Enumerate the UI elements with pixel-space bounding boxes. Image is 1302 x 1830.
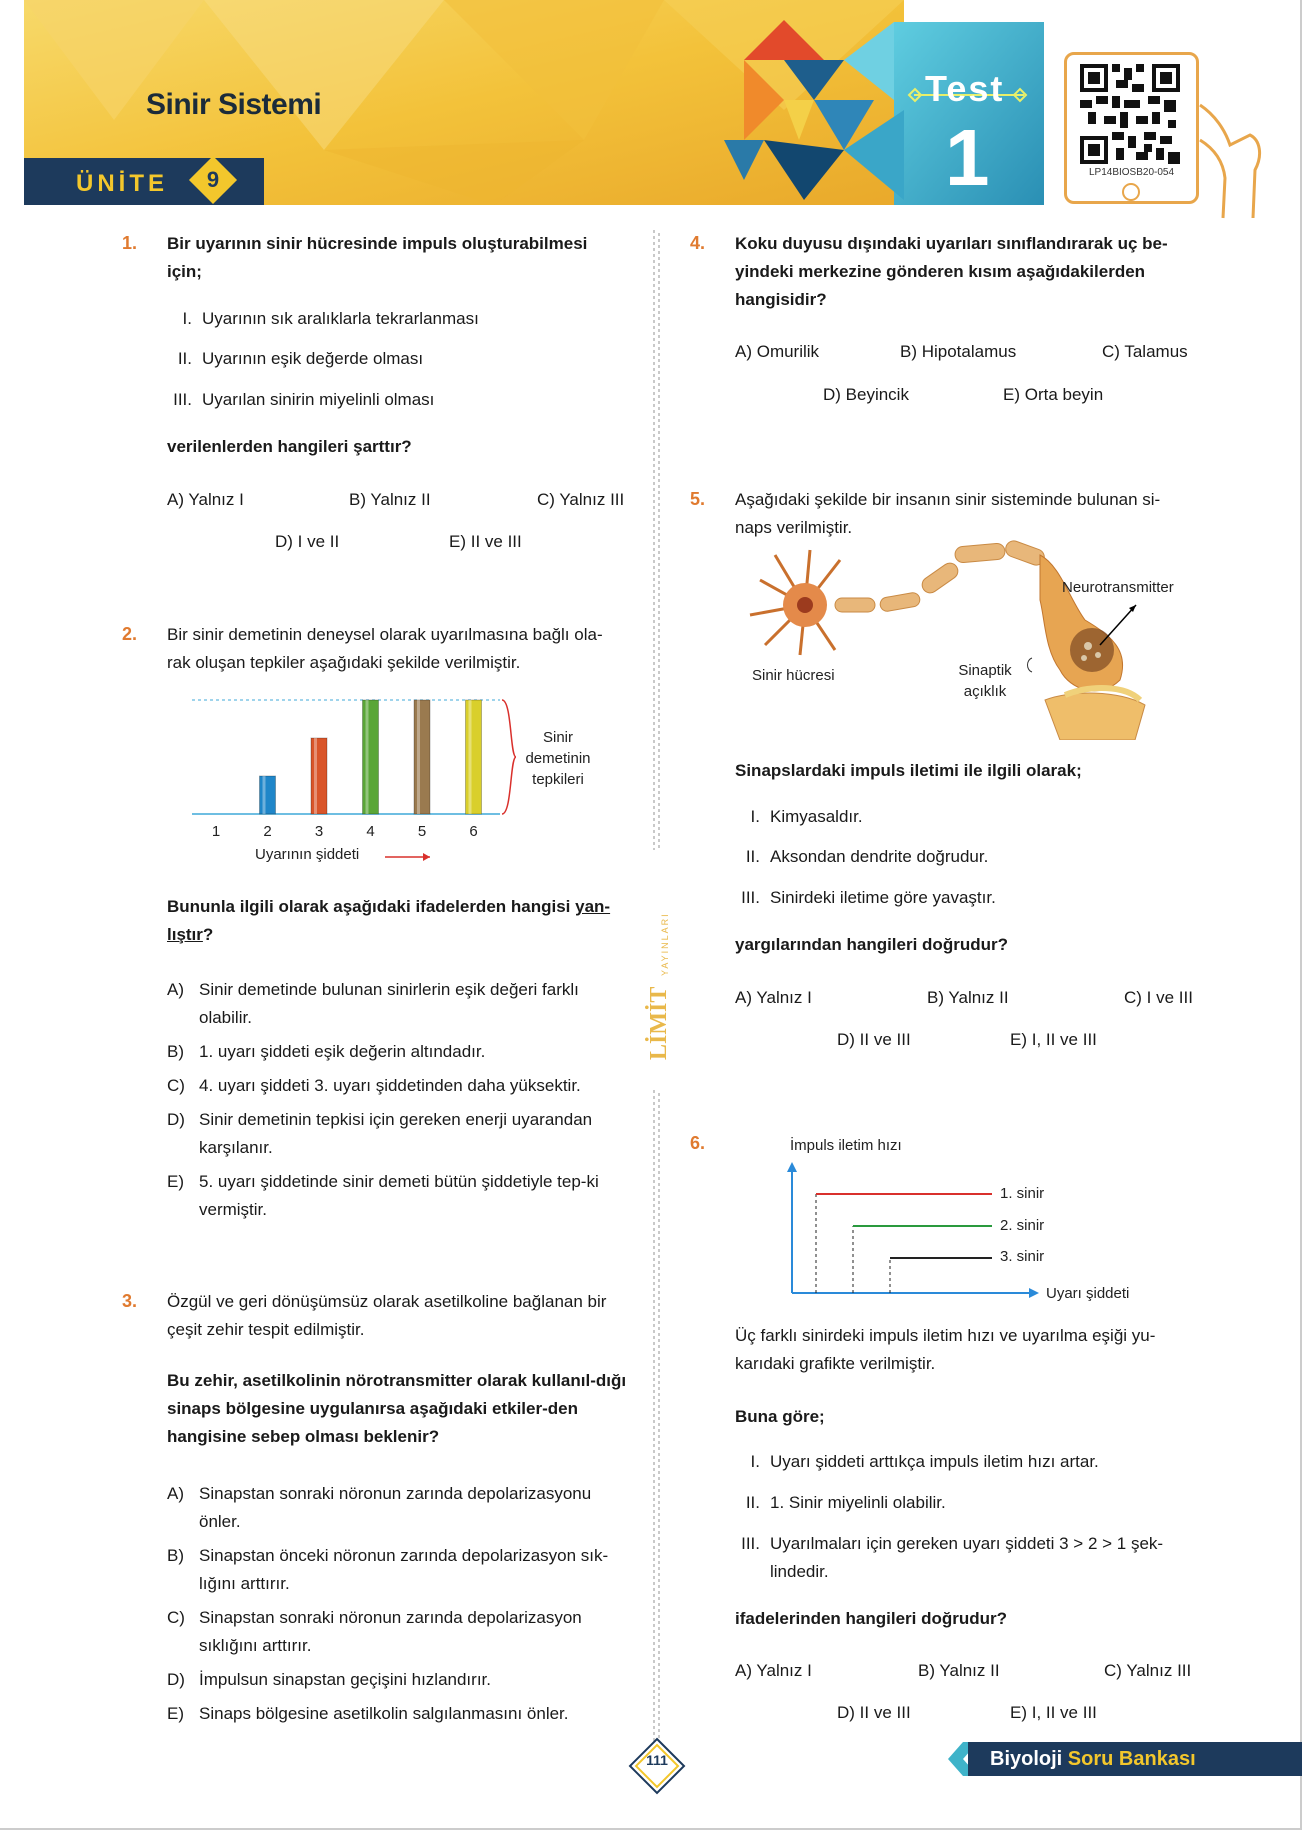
question-5-prompt-intro: Sinapslardaki impuls iletimi ile ilgili olarak; [735,761,1082,780]
q6-series-2-label: 2. sinir [1000,1217,1045,1234]
question-5-number: 5. [690,489,706,509]
q5-option-c[interactable]: C) I ve III [1124,988,1193,1007]
unit-number: 9 [206,167,220,192]
q1-statement-2: II. Uyarının eşik değerde olması [177,349,424,368]
x-tick-3: 3 [314,823,324,840]
hand-icon [1195,100,1265,220]
question-3-stem: Özgül ve geri dönüşümsüz olarak asetilkoline bağlanan bir çeşit zehir tespit edilmiştir. [167,1292,607,1339]
q6-series-1-label: 1. sinir [1000,1185,1045,1202]
q4-option-c[interactable]: C) Talamus [1102,342,1188,361]
bar-6 [466,700,482,814]
question-5-prompt: yargılarından hangileri doğrudur? [735,935,1008,954]
question-3-number: 3. [122,1291,138,1311]
q2-option-b[interactable]: B) 1. uyarı şiddeti eşik değerin altındadır. [167,1042,486,1061]
q2-options-list [167,976,627,1230]
qr-caption: LP14BIOSB20-054 [1088,167,1175,178]
page-number: 111 [646,1752,668,1768]
q6-xaxis-label: Uyarı şiddeti [1046,1285,1130,1302]
question-1-stem: Bir uyarının sinir hücresinde impuls oluşturabilmesi için; [167,234,588,281]
brand-sub: YAYINLARI [660,912,670,976]
q3-option-a[interactable]: A) Sinapstan sonraki nöronun zarında depolarizasyonu önler. [167,1484,592,1531]
q6-option-d[interactable]: D) II ve III [837,1703,911,1722]
q3-option-d[interactable]: D) İmpulsun sinapstan geçişini hızlandırır. [167,1670,491,1689]
question-6-prompt: ifadelerinden hangileri doğrudur? [735,1609,1008,1628]
q5-statement-2: II. Aksondan dendrite doğrudur. [745,847,989,866]
q3-options-list [167,1480,627,1734]
q2-yaxis-label: Sinir demetinin tepkileri [525,729,591,788]
question-4-number: 4. [690,233,706,253]
question-6-prompt-intro: Buna göre; [735,1407,825,1426]
phone-home-button [1122,183,1140,201]
q5-statement-1: I. Kimyasaldır. [750,807,863,826]
q4-option-d[interactable]: D) Beyincik [823,385,909,404]
test-number: 1 [945,113,990,202]
q5-option-d[interactable]: D) II ve III [837,1030,911,1049]
publisher-logo-vertical [644,880,672,1060]
bar-highlight-3 [314,738,317,814]
question-1-prompt: verilenlerden hangileri şarttır? [167,437,412,456]
label-neurotransmitter: Neurotransmitter [1062,579,1174,596]
label-neuron: Sinir hücresi [752,667,835,684]
qr-code-icon[interactable] [1080,64,1180,164]
bar-5 [414,700,430,814]
x-tick-5: 5 [417,823,427,840]
q4-option-b[interactable]: B) Hipotalamus [900,342,1017,361]
x-tick-6: 6 [469,823,478,840]
q3-option-b[interactable]: B) Sinapstan önceki nöronun zarında depolarizasyon sık-lığını arttırır. [167,1546,609,1593]
q2-option-c[interactable]: C) 4. uyarı şiddeti 3. uyarı şiddetinden daha yüksektir. [167,1076,581,1095]
label-synaptic-cleft: Sinaptik açıklık [958,662,1012,700]
question-2-prompt: Bununla ilgili olarak aşağıdaki ifadelerden hangisi yan- lıştır? [167,897,611,944]
bar-2 [260,776,276,814]
question-1-number: 1. [122,233,138,253]
q1-option-b[interactable]: B) Yalnız II [349,490,431,509]
bar-highlight-6 [469,700,472,814]
bar-chart-brace [502,700,516,814]
question-6-number: 6. [690,1133,706,1153]
q6-yaxis-label: İmpuls iletim hızı [790,1137,902,1154]
question-3-prompt: Bu zehir, asetilkolinin nörotransmitter olarak kullanıl-dığı sinaps bölgesine uygulanırsa aşağıdaki etkiler-den hangisine sebep olması beklenir? [167,1371,627,1446]
x-tick-1: 1 [211,823,221,840]
q6-option-e[interactable]: E) I, II ve III [1010,1703,1097,1722]
footer-brand: Biyoloji Soru Bankası [990,1748,1196,1770]
bar-3 [311,738,327,814]
q6-statement-1: I. Uyarı şiddeti arttıkça impuls iletim hızı artar. [750,1452,1099,1471]
bar-4 [363,700,379,814]
bar-highlight-5 [417,700,420,814]
y-axis-arrowhead [787,1162,797,1172]
bar-highlight-4 [366,700,369,814]
synapse-illustration [740,540,1200,740]
q3-option-c[interactable]: C) Sinapstan sonraki nöronun zarında depolarizasyon sıklığını arttırır. [167,1608,582,1655]
q5-statement-3: III. Sinirdeki iletime göre yavaştır. [741,888,996,907]
q2-option-e[interactable]: E) 5. uyarı şiddetinde sinir demeti bütün şiddetiyle tep-ki vermiştir. [167,1172,599,1219]
q2-option-a[interactable]: A) Sinir demetinde bulunan sinirlerin eşik değeri farklı olabilir. [167,980,579,1027]
brand-name: LİMİT [646,986,672,1060]
q1-statement-3: III. Uyarılan sinirin miyelinli olması [173,390,435,409]
x-tick-2: 2 [263,823,272,840]
q6-statement-3: III. Uyarılmaları için gereken uyarı şiddeti 3 > 2 > 1 şek-lindedir. [741,1534,1164,1581]
q1-option-c[interactable]: C) Yalnız III [537,490,625,509]
q6-option-c[interactable]: C) Yalnız III [1104,1661,1192,1680]
question-4-stem: Koku duyusu dışındaki uyarıları sınıflandırarak uç be-yindeki merkezine gönderen kısım aşağıdakilerden hangisidir? [735,234,1168,309]
x-axis-arrowhead [1029,1288,1039,1298]
q5-option-b[interactable]: B) Yalnız II [927,988,1009,1007]
q4-option-a[interactable]: A) Omurilik [735,342,820,361]
q2-option-d[interactable]: D) Sinir demetinin tepkisi için gereken enerji uyarandan karşılanır. [167,1110,593,1157]
q3-option-e[interactable]: E) Sinaps bölgesine asetilkolin salgılanmasını önler. [167,1704,569,1723]
question-2-stem: Bir sinir demetinin deneysel olarak uyarılmasına bağlı ola- rak oluşan tepkiler aşağıdaki şekilde verilmiştir. [167,625,603,672]
q1-statement-1: I. Uyarının sık aralıklarla tekrarlanması [182,309,479,328]
q6-option-a[interactable]: A) Yalnız I [735,1661,812,1680]
q1-option-e[interactable]: E) II ve III [449,532,522,551]
q5-option-a[interactable]: A) Yalnız I [735,988,812,1007]
bar-highlight-2 [263,776,266,814]
q1-option-d[interactable]: D) I ve II [275,532,340,551]
q2-xaxis-label: Uyarının şiddeti [255,846,360,863]
q5-option-e[interactable]: E) I, II ve III [1010,1030,1097,1049]
question-2-number: 2. [122,624,138,644]
x-tick-4: 4 [366,823,375,840]
unit-label: ÜNİTE [76,170,168,197]
q6-option-b[interactable]: B) Yalnız II [918,1661,1000,1680]
q1-option-a[interactable]: A) Yalnız I [167,490,244,509]
q4-option-e[interactable]: E) Orta beyin [1003,385,1104,404]
q6-series-3-label: 3. sinir [1000,1248,1045,1265]
x-axis-arrowhead [423,853,430,861]
q6-statement-2: II. 1. Sinir miyelinli olabilir. [745,1493,946,1512]
test-label: Test [925,68,1005,109]
question-5-stem: Aşağıdaki şekilde bir insanın sinir sisteminde bulunan si-naps verilmiştir. [735,490,1161,537]
chapter-title: Sinir Sistemi [146,88,322,121]
question-6-description: Üç farklı sinirdeki impuls iletim hızı ve uyarılma eşiği yu-karıdaki grafikte verilmiştir. [735,1326,1156,1373]
